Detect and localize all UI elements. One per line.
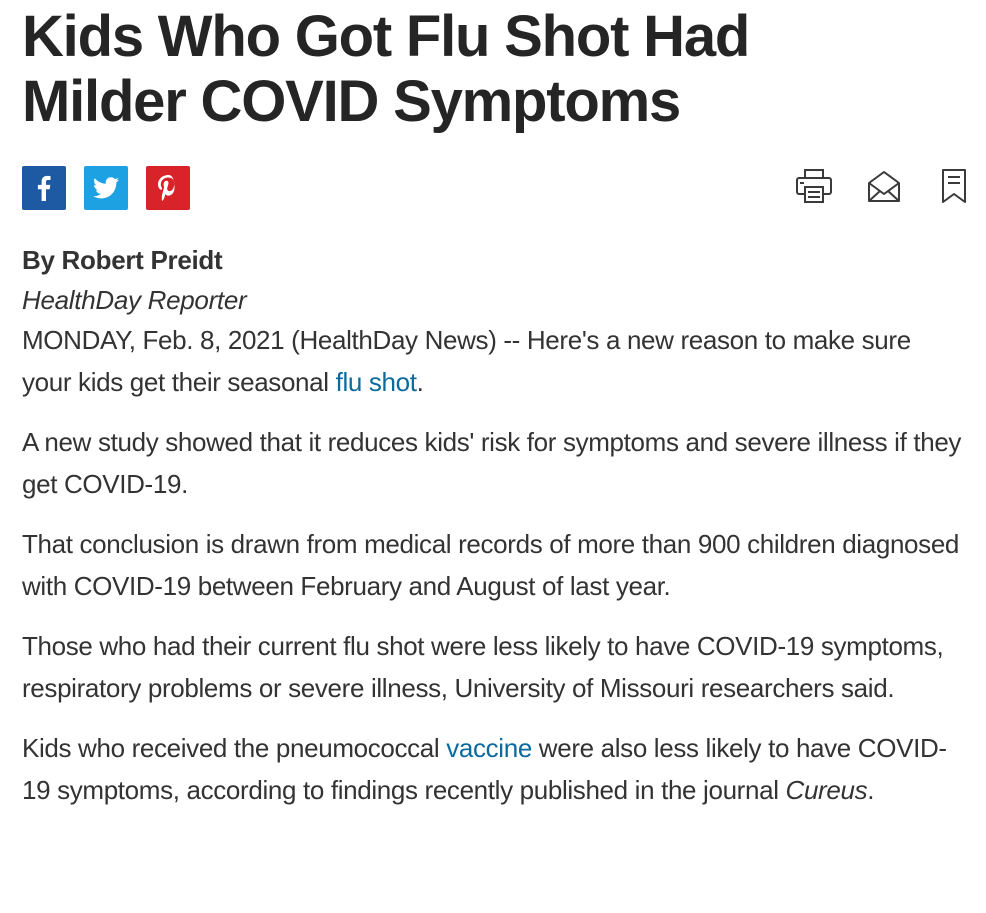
share-toolbar <box>22 166 966 214</box>
facebook-icon <box>37 175 51 201</box>
email-icon <box>867 169 901 208</box>
email-button[interactable] <box>864 168 904 208</box>
paragraph-5-middle: were also less likely to have COVID-19 symptoms, according to findings recently published in the journal <box>22 733 947 805</box>
headline: Kids Who Got Flu Shot Had Milder COVID Symptoms <box>22 4 750 134</box>
paragraph-1-lead: MONDAY, Feb. 8, 2021 (HealthDay News) -- Here's a new reason to make sure your kids get their seasonal <box>22 325 911 397</box>
paragraph-2: A new study showed that it reduces kids' risk for symptoms and severe illness if they get COVID-19. <box>22 427 962 499</box>
pinterest-share-button[interactable] <box>146 166 190 210</box>
byline: By Robert Preidt <box>22 245 223 275</box>
paragraph-4: Those who had their current flu shot were less likely to have COVID-19 symptoms, respiratory problems or severe illness, University of Missouri researchers said. <box>22 631 944 703</box>
vaccine-link[interactable]: vaccine <box>446 733 532 763</box>
flu-shot-link[interactable]: flu shot <box>335 366 417 397</box>
paragraph-5-tail: . <box>867 774 875 805</box>
paragraph-3: That conclusion is drawn from medical records of more than 900 children diagnosed with COVID-19 between February and August of last year. <box>22 529 960 601</box>
journal-name: Cureus <box>785 774 868 805</box>
paragraph-5-lead: Kids who received the pneumococcal <box>22 733 447 763</box>
pinterest-icon <box>158 175 178 201</box>
facebook-share-button[interactable] <box>22 166 66 210</box>
paragraph-1-tail: . <box>416 366 424 397</box>
bookmark-button[interactable] <box>934 168 974 208</box>
print-icon <box>795 168 833 209</box>
twitter-share-button[interactable] <box>84 166 128 210</box>
author-role: HealthDay Reporter <box>22 285 247 315</box>
twitter-icon <box>93 177 119 199</box>
print-button[interactable] <box>794 168 834 208</box>
paragraph-1 <box>22 320 966 403</box>
paragraph-5 <box>22 728 966 811</box>
bookmark-icon <box>940 168 968 209</box>
